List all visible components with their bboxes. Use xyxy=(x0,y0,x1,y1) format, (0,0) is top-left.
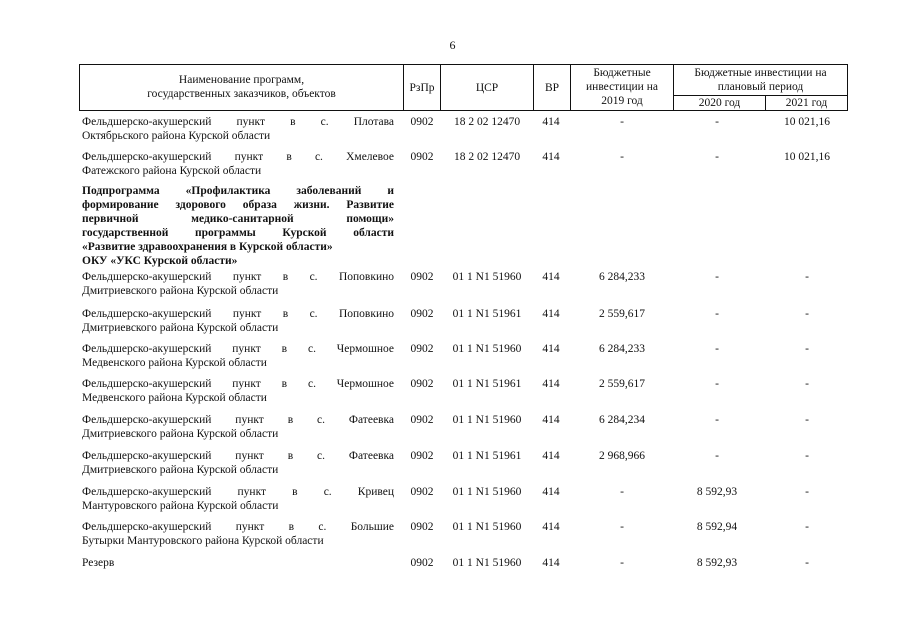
row-2021: - xyxy=(805,378,809,390)
row-name-line: Резерв xyxy=(82,557,115,569)
row-2021: - xyxy=(805,521,809,533)
section-title xyxy=(82,184,394,268)
header-2020: 2020 год xyxy=(698,97,741,109)
header-2019-line: Бюджетные xyxy=(593,67,651,79)
row-name-line: Фельдшерско-акушерский пункт в с. Плотава xyxy=(82,116,394,128)
row-vr: 414 xyxy=(542,151,560,163)
row-name-line: Дмитриевского района Курской области xyxy=(82,322,279,334)
row-2021: - xyxy=(805,450,809,462)
row-2019: 6 284,234 xyxy=(599,414,645,426)
header-plan-line: плановый период xyxy=(717,81,804,93)
row-name-line: Дмитриевского района Курской области xyxy=(82,285,279,297)
row-name-line: Фельдшерско-акушерский пункт в с. Чермошное xyxy=(82,378,394,390)
row-vr: 414 xyxy=(542,308,560,320)
row-vr: 414 xyxy=(542,378,560,390)
row-object-name xyxy=(82,449,394,477)
row-object-name xyxy=(82,377,394,405)
row-object-name xyxy=(82,342,394,370)
row-object-name xyxy=(82,413,394,441)
row-2019: 2 559,617 xyxy=(599,308,645,320)
header-name-line: государственных заказчиков, объектов xyxy=(147,88,336,100)
row-2019: 6 284,233 xyxy=(599,343,645,355)
row-2021: - xyxy=(805,343,809,355)
header-plan-period xyxy=(674,66,847,94)
row-name-line: Фельдшерско-акушерский пункт в с. Хмелевое xyxy=(82,151,394,163)
row-2021: - xyxy=(805,557,809,569)
row-rzpr: 0902 xyxy=(410,450,434,462)
row-name-line: Дмитриевского района Курской области xyxy=(82,464,279,476)
page-number: 6 xyxy=(449,38,456,52)
row-2020: 8 592,93 xyxy=(696,557,738,569)
row-vr: 414 xyxy=(542,557,560,569)
row-vr: 414 xyxy=(542,521,560,533)
header-2019-line: инвестиции на xyxy=(586,81,658,93)
section-title-line: «Развитие здравоохранения в Курской области» xyxy=(82,241,333,253)
row-name-line: Фельдшерско-акушерский пункт в с. Поповкино xyxy=(82,271,394,283)
row-csr: 18 2 02 12470 xyxy=(453,151,521,163)
header-col-border xyxy=(847,64,848,111)
row-2020: 8 592,93 xyxy=(696,486,738,498)
row-object-name xyxy=(82,307,394,335)
row-csr: 01 1 N1 51960 xyxy=(452,486,522,498)
row-2019: 6 284,233 xyxy=(599,271,645,283)
row-csr: 01 1 N1 51960 xyxy=(452,557,522,569)
table-header xyxy=(79,64,848,111)
row-2020: - xyxy=(715,414,719,426)
row-name-line: Фельдшерско-акушерский пункт в с. Кривец xyxy=(82,486,394,498)
row-object-name xyxy=(82,520,394,548)
row-2019: - xyxy=(620,151,624,163)
header-name xyxy=(80,73,403,101)
row-name-line: Октябрьского района Курской области xyxy=(82,130,271,142)
header-rzpr: РзПр xyxy=(409,82,435,94)
row-csr: 01 1 N1 51961 xyxy=(452,450,522,462)
row-object-name xyxy=(82,150,394,178)
header-2019 xyxy=(571,66,673,108)
row-object-name xyxy=(82,485,394,513)
row-csr: 01 1 N1 51961 xyxy=(452,308,522,320)
row-2019: - xyxy=(620,557,624,569)
row-name-line: Медвенского района Курской области xyxy=(82,392,267,404)
row-object-name xyxy=(82,115,394,143)
row-csr: 18 2 02 12470 xyxy=(453,116,521,128)
row-2020: - xyxy=(715,308,719,320)
row-2020: - xyxy=(715,450,719,462)
row-name-line: Медвенского района Курской области xyxy=(82,357,267,369)
row-object-name xyxy=(82,556,394,570)
header-csr: ЦСР xyxy=(475,82,499,94)
row-rzpr: 0902 xyxy=(410,308,434,320)
header-2021: 2021 год xyxy=(785,97,828,109)
header-plan-line: Бюджетные инвестиции на xyxy=(694,67,827,79)
row-2019: 2 968,966 xyxy=(599,450,645,462)
row-vr: 414 xyxy=(542,486,560,498)
section-title-line: первичной медико-санитарной помощи» xyxy=(82,213,394,225)
section-title-line: формирование здорового образа жизни. Развитие xyxy=(82,199,394,211)
row-2020: - xyxy=(715,271,719,283)
row-2021: - xyxy=(805,486,809,498)
row-csr: 01 1 N1 51960 xyxy=(452,414,522,426)
row-2020: - xyxy=(715,378,719,390)
row-vr: 414 xyxy=(542,450,560,462)
row-2020: - xyxy=(715,343,719,355)
row-rzpr: 0902 xyxy=(410,151,434,163)
row-rzpr: 0902 xyxy=(410,116,434,128)
row-name-line: Фельдшерско-акушерский пункт в с. Поповкино xyxy=(82,308,394,320)
row-name-line: Фельдшерско-акушерский пункт в с. Большие xyxy=(82,521,394,533)
row-rzpr: 0902 xyxy=(410,521,434,533)
header-top-border xyxy=(79,64,848,65)
row-name-line: Фельдшерско-акушерский пункт в с. Фатеевка xyxy=(82,450,394,462)
row-2020: 8 592,94 xyxy=(696,521,738,533)
row-rzpr: 0902 xyxy=(410,557,434,569)
row-2020: - xyxy=(715,151,719,163)
row-rzpr: 0902 xyxy=(410,414,434,426)
row-name-line: Мантуровского района Курской области xyxy=(82,500,279,512)
header-vr: ВР xyxy=(544,82,560,94)
row-2019: - xyxy=(620,486,624,498)
row-vr: 414 xyxy=(542,343,560,355)
row-object-name xyxy=(82,270,394,298)
row-name-line: Фельдшерско-акушерский пункт в с. Чермошное xyxy=(82,343,394,355)
row-2021: 10 021,16 xyxy=(784,116,830,128)
section-title-line: Подпрограмма «Профилактика заболеваний и xyxy=(82,185,394,197)
row-2019: 2 559,617 xyxy=(599,378,645,390)
row-2021: - xyxy=(805,414,809,426)
row-csr: 01 1 N1 51961 xyxy=(452,378,522,390)
row-rzpr: 0902 xyxy=(410,486,434,498)
row-name-line: Бутырки Мантуровского района Курской области xyxy=(82,535,324,547)
row-name-line: Фатежского района Курской области xyxy=(82,165,262,177)
row-vr: 414 xyxy=(542,116,560,128)
row-csr: 01 1 N1 51960 xyxy=(452,271,522,283)
row-csr: 01 1 N1 51960 xyxy=(452,521,522,533)
header-2019-line: 2019 год xyxy=(601,95,643,107)
row-name-line: Фельдшерско-акушерский пункт в с. Фатеевка xyxy=(82,414,394,426)
row-2019: - xyxy=(620,116,624,128)
row-rzpr: 0902 xyxy=(410,343,434,355)
row-2021: - xyxy=(805,308,809,320)
row-2021: 10 021,16 xyxy=(784,151,830,163)
row-2020: - xyxy=(715,116,719,128)
row-vr: 414 xyxy=(542,414,560,426)
row-csr: 01 1 N1 51960 xyxy=(452,343,522,355)
header-bottom-border xyxy=(79,110,848,111)
row-name-line: Дмитриевского района Курской области xyxy=(82,428,279,440)
row-rzpr: 0902 xyxy=(410,271,434,283)
header-name-line: Наименование программ, xyxy=(178,74,305,86)
row-2021: - xyxy=(805,271,809,283)
section-title-line: государственной программы Курской области xyxy=(82,227,394,239)
row-rzpr: 0902 xyxy=(410,378,434,390)
row-2019: - xyxy=(620,521,624,533)
row-vr: 414 xyxy=(542,271,560,283)
section-title-line: ОКУ «УКС Курской области» xyxy=(82,255,238,267)
